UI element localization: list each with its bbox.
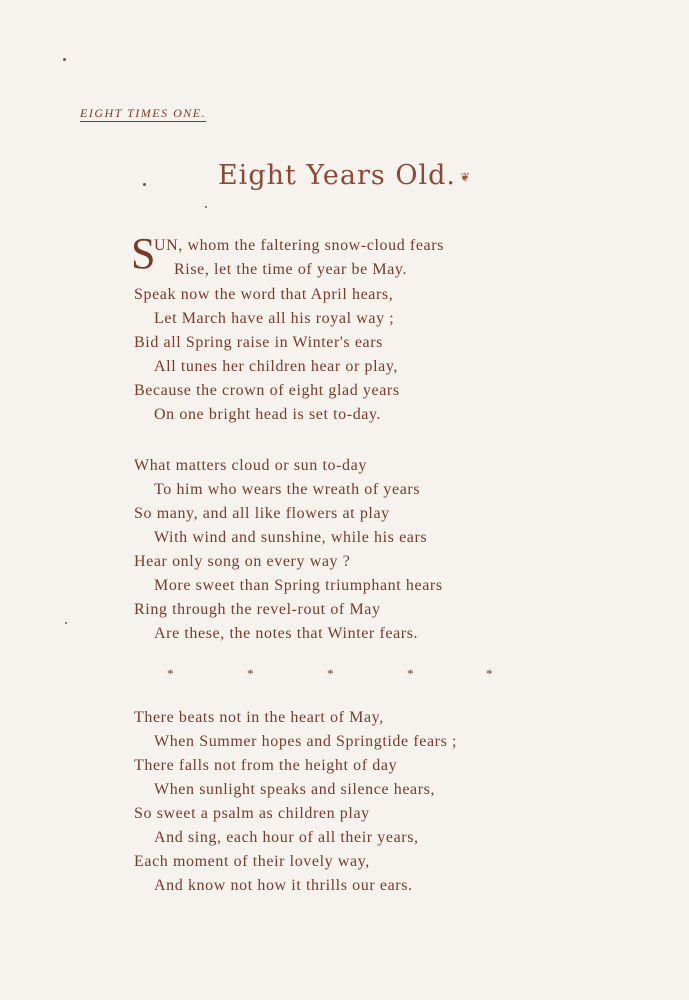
stanza1-line: UN, whom the faltering snow-cloud fears <box>154 237 444 254</box>
stanza2-line: What matters cloud or sun to-day <box>134 457 367 474</box>
stanza2-line: Hear only song on every way ? <box>134 553 351 570</box>
poem-title-text: Eight Years Old. <box>217 160 456 191</box>
drop-cap: S <box>131 229 156 278</box>
stanza2-line: With wind and sunshine, while his ears <box>154 529 428 546</box>
stanza1-line: Rise, let the time of year be May. <box>174 261 408 278</box>
stanza1-line: Let March have all his royal way ; <box>154 310 395 327</box>
stanza1-line: On one bright head is set to-day. <box>154 406 382 423</box>
stanza3-line: There beats not in the heart of May, <box>134 709 384 726</box>
stanza3-line: When sunlight speaks and silence hears, <box>154 781 436 798</box>
stanza1-line: All tunes her children hear or play, <box>154 358 399 375</box>
stanza3-line: When Summer hopes and Springtide fears ; <box>154 733 458 750</box>
divider-star: * <box>167 666 174 681</box>
stanza2-line: To him who wears the wreath of years <box>154 481 421 498</box>
stanza3-line: There falls not from the height of day <box>134 757 398 774</box>
divider-star: * <box>486 666 493 681</box>
stanza3-line: So sweet a psalm as children play <box>134 805 370 822</box>
stanza1-line: Speak now the word that April hears, <box>134 286 394 303</box>
stanza2-line: More sweet than Spring triumphant hears <box>154 577 443 594</box>
divider-star: * <box>407 666 414 681</box>
divider-star: * <box>327 666 334 681</box>
stanza1-line: Bid all Spring raise in Winter's ears <box>134 334 383 351</box>
stanza3-line: And sing, each hour of all their years, <box>154 829 419 846</box>
stanza3-line: And know not how it thrills our ears. <box>154 877 413 894</box>
running-head: EIGHT TIMES ONE. <box>80 106 207 120</box>
stanza1-line: Because the crown of eight glad years <box>134 382 400 399</box>
divider-star: * <box>247 666 254 681</box>
flourish-icon: ❦ <box>459 169 472 184</box>
stanza2-line: Ring through the revel-rout of May <box>134 601 381 618</box>
stanza2-line: Are these, the notes that Winter fears. <box>154 625 419 642</box>
stanza3-line: Each moment of their lovely way, <box>134 853 370 870</box>
stanza2-line: So many, and all like flowers at play <box>134 505 390 522</box>
